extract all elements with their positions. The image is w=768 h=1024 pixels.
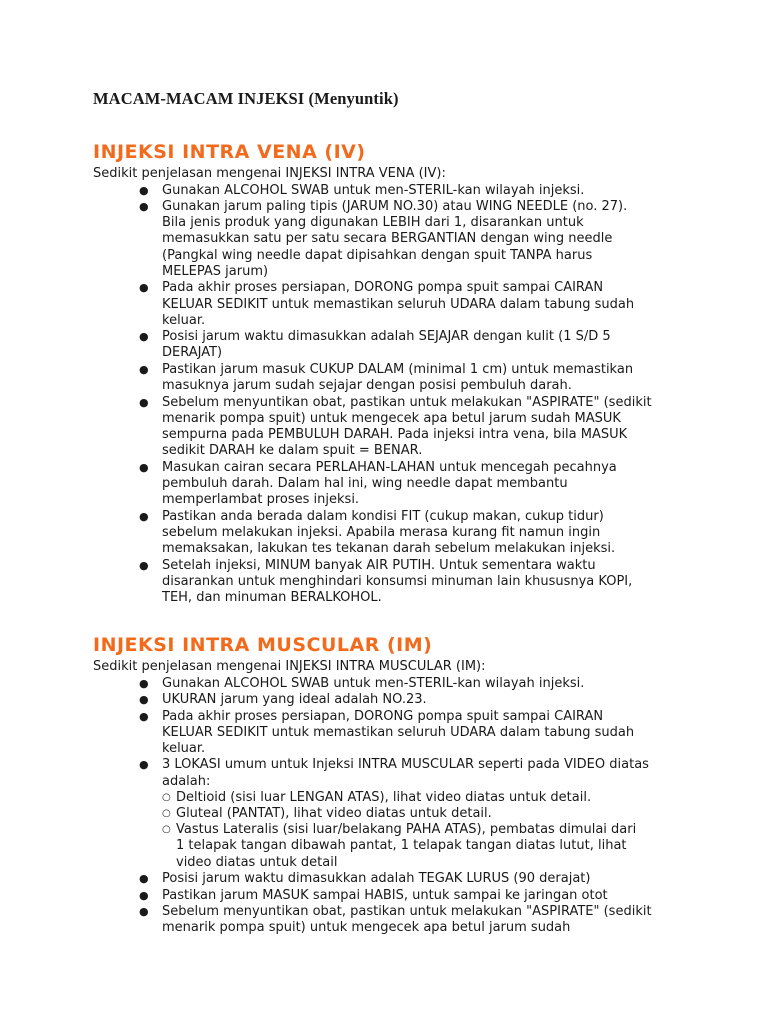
list-item-text: 3 LOKASI umum untuk Injeksi INTRA MUSCULAR seperti pada VIDEO diatas adalah: (162, 757, 649, 789)
list-item-text: Pastikan anda berada dalam kondisi FIT (cukup makan, cukup tidur) sebelum melakukan injeksi. Apabila merasa kurang fit namun ingin memaksakan, lakukan tes tekanan darah sebelum melakukan injeksi. (162, 508, 616, 557)
bullet-icon: ● (139, 281, 149, 295)
bullet-icon: ● (139, 905, 149, 919)
sub-list-item-text: Vastus Lateralis (sisi luar/belakang PAHA ATAS), pembatas dimulai dari 1 telapak tangan dibawah pantat, 1 telapak tangan diatas lutut, lihat video diatas untuk detail (176, 822, 637, 870)
list-item (93, 509, 653, 558)
bullet-icon: ● (139, 693, 149, 706)
list-item (93, 904, 653, 936)
list-item-text: Posisi jarum waktu dimasukkan adalah SEJAJAR dengan kulit (1 S/D 5 DERAJAT) (162, 329, 611, 361)
bullet-icon: ● (139, 558, 149, 572)
list-item (93, 395, 653, 460)
bullet-icon: ● (139, 330, 149, 344)
list-item-text: Sebelum menyuntikan obat, pastikan untuk melakukan "ASPIRATE" (sedikit menarik pompa spuit) untuk mengecek apa betul jarum sudah (162, 904, 652, 936)
list-item (93, 871, 653, 887)
list-item (93, 183, 653, 199)
section-intro: Sedikit penjelasan mengenai INJEKSI INTRA MUSCULAR (IM): (93, 659, 486, 674)
list-item (93, 199, 653, 280)
list-item (93, 888, 653, 904)
bullet-icon: ● (139, 676, 149, 690)
sub-list-item (162, 822, 646, 871)
bullet-list (93, 676, 693, 937)
bullet-icon: ● (139, 888, 149, 902)
section-intra-vena (93, 140, 693, 606)
bullet-icon: ● (139, 362, 149, 376)
bullet-icon: ● (139, 509, 149, 523)
list-item-text: Pada akhir proses persiapan, DORONG pompa spuit sampai CAIRAN KELUAR SEDIKIT untuk memastikan seluruh UDARA dalam tabung sudah keluar. (162, 280, 635, 328)
list-item (93, 280, 653, 329)
bullet-list (93, 183, 693, 607)
list-item (93, 757, 653, 870)
list-item-text: Pastikan jarum MASUK sampai HABIS, untuk sampai ke jaringan otot (162, 887, 608, 903)
list-item (93, 692, 653, 708)
sub-list (162, 790, 653, 871)
list-item-text: Masukan cairan secara PERLAHAN-LAHAN untuk mencegah pecahnya pembuluh darah. Dalam hal ini, wing needle dapat membantu memperlambat proses injeksi. (162, 459, 617, 508)
bullet-icon: ● (139, 872, 149, 886)
bullet-icon: ● (139, 183, 149, 197)
section-intra-muscular (93, 633, 693, 937)
section-heading: INJEKSI INTRA MUSCULAR (IM) (93, 634, 433, 656)
section-intro: Sedikit penjelasan mengenai INJEKSI INTRA VENA (IV): (93, 166, 446, 181)
bullet-icon: ● (139, 709, 149, 723)
list-item (93, 460, 653, 509)
circle-bullet-icon: ○ (162, 824, 171, 836)
bullet-icon: ● (139, 200, 149, 213)
sub-list-item (162, 806, 646, 822)
list-item-text: Gunakan ALCOHOL SWAB untuk men-STERIL-kan wilayah injeksi. (162, 182, 585, 198)
section-heading: INJEKSI INTRA VENA (IV) (93, 141, 366, 163)
list-item (93, 329, 653, 361)
document-title: MACAM-MACAM INJEKSI (Menyuntik) (93, 89, 399, 108)
list-item (93, 558, 653, 607)
list-item-text: Gunakan ALCOHOL SWAB untuk men-STERIL-kan wilayah injeksi. (162, 675, 585, 691)
circle-bullet-icon: ○ (162, 791, 171, 803)
list-item-text: Sebelum menyuntikan obat, pastikan untuk melakukan "ASPIRATE" (sedikit menarik pompa spuit) untuk mengecek apa betul jarum sudah MASUK sempurna pada PEMBULUH DARAH. Pada injeksi intra vena, bila MASUK sedikit DARAH ke dalam spuit = BENAR. (162, 394, 652, 459)
list-item (93, 676, 653, 692)
bullet-icon: ● (139, 758, 149, 772)
list-item (93, 709, 653, 758)
bullet-icon: ● (139, 460, 149, 474)
circle-bullet-icon: ○ (162, 808, 171, 820)
list-item-text: Setelah injeksi, MINUM banyak AIR PUTIH. Untuk sementara waktu disarankan untuk menghindari konsumsi minuman lain khususnya KOPI, TEH, dan minuman BERALKOHOL. (162, 557, 633, 605)
list-item (93, 362, 653, 394)
list-item-text: Posisi jarum waktu dimasukkan adalah TEGAK LURUS (90 derajat) (162, 871, 591, 887)
sub-list-item (162, 790, 646, 806)
list-item-text: Pada akhir proses persiapan, DORONG pompa spuit sampai CAIRAN KELUAR SEDIKIT untuk memastikan seluruh UDARA dalam tabung sudah keluar. (162, 708, 635, 756)
sub-list-item-text: Deltioid (sisi luar LENGAN ATAS), lihat video diatas untuk detail. (176, 789, 592, 805)
list-item-text: UKURAN jarum yang ideal adalah NO.23. (162, 692, 427, 707)
list-item-text: Pastikan jarum masuk CUKUP DALAM (minimal 1 cm) untuk memastikan masuknya jarum sudah sejajar dengan posisi pembuluh darah. (162, 361, 634, 394)
sub-list-item-text: Gluteal (PANTAT), lihat video diatas untuk detail. (176, 806, 492, 822)
list-item-text: Gunakan jarum paling tipis (JARUM NO.30) atau WING NEEDLE (no. 27). Bila jenis produk yang digunakan LEBIH dari 1, disarankan untuk memasukkan satu per satu secara BERGANTIAN dengan wing needle (Pangkal wing needle dapat dipisahkan dengan spuit TANPA harus MELEPAS jarum) (162, 199, 628, 279)
bullet-icon: ● (139, 395, 149, 409)
